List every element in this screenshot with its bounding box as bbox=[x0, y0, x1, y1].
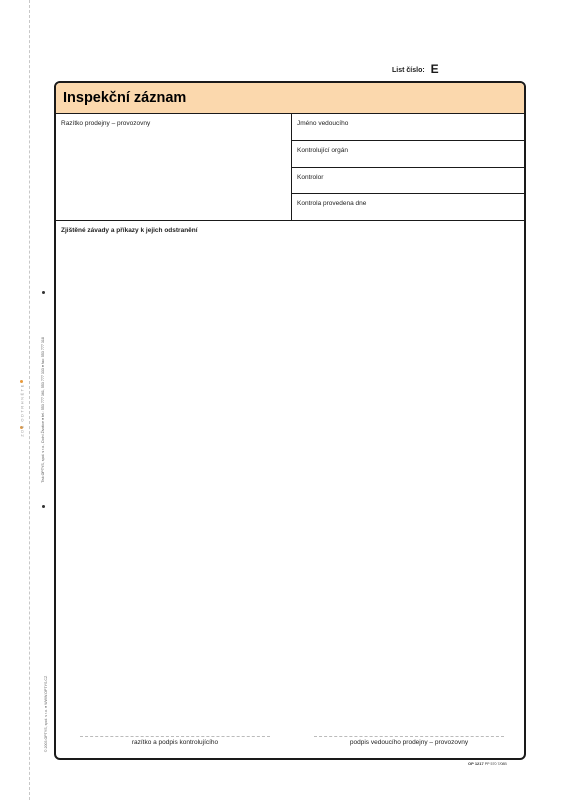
publisher-info: Tisk OPTYS, spol. s r.o., Dolní Životice ● tel.: 553 777 361, 553 777 333 ● fax: 553 777 318 bbox=[41, 337, 45, 483]
manager-name-field[interactable] bbox=[292, 114, 524, 141]
manager-name-label: Jméno vedoucího bbox=[297, 120, 349, 127]
form-code-extra: PP 570 7/08B bbox=[484, 762, 507, 766]
control-authority-label: Kontrolující orgán bbox=[297, 146, 348, 154]
defects-section[interactable] bbox=[56, 221, 524, 240]
header-fields bbox=[56, 114, 524, 221]
copyright-text: © 2003 OPTYS, spol. s r.o. ● WWW.OPTYS.CZ bbox=[44, 675, 48, 753]
sheet-number-label: List číslo: bbox=[392, 67, 425, 74]
inspection-date-field[interactable] bbox=[292, 194, 524, 220]
inspector-label: Kontrolor bbox=[297, 173, 324, 181]
form-title: Inspekční záznam bbox=[63, 90, 187, 106]
sheet-number-value: E bbox=[430, 62, 439, 76]
control-authority-field[interactable] bbox=[292, 141, 524, 168]
inspection-form bbox=[54, 81, 526, 760]
perforation-line bbox=[29, 0, 30, 800]
defects-label: Zjištěné závady a příkazy k jejich odstranění bbox=[61, 227, 198, 234]
tear-here-text: ZDE ODTRHNĚTE bbox=[19, 383, 25, 437]
title-bar bbox=[56, 83, 524, 114]
stamp-label: Razítko prodejny – provozovny bbox=[61, 120, 151, 127]
stamp-field[interactable] bbox=[56, 114, 292, 220]
form-code bbox=[468, 761, 507, 766]
info-fields bbox=[292, 114, 524, 220]
sheet-number bbox=[392, 61, 439, 75]
inspector-field[interactable] bbox=[292, 168, 524, 195]
manager-signature-label: podpis vedoucího prodejny – provozovny bbox=[349, 739, 469, 746]
inspector-signature[interactable] bbox=[80, 736, 270, 746]
signature-line bbox=[80, 736, 270, 737]
inspector-signature-label: razítko a podpis kontrolujícího bbox=[131, 739, 219, 746]
manager-signature[interactable] bbox=[314, 736, 504, 746]
signature-line bbox=[314, 736, 504, 737]
inspection-date-label: Kontrola provedena dne bbox=[297, 200, 367, 208]
form-code-main: OP 1217 bbox=[468, 761, 484, 766]
